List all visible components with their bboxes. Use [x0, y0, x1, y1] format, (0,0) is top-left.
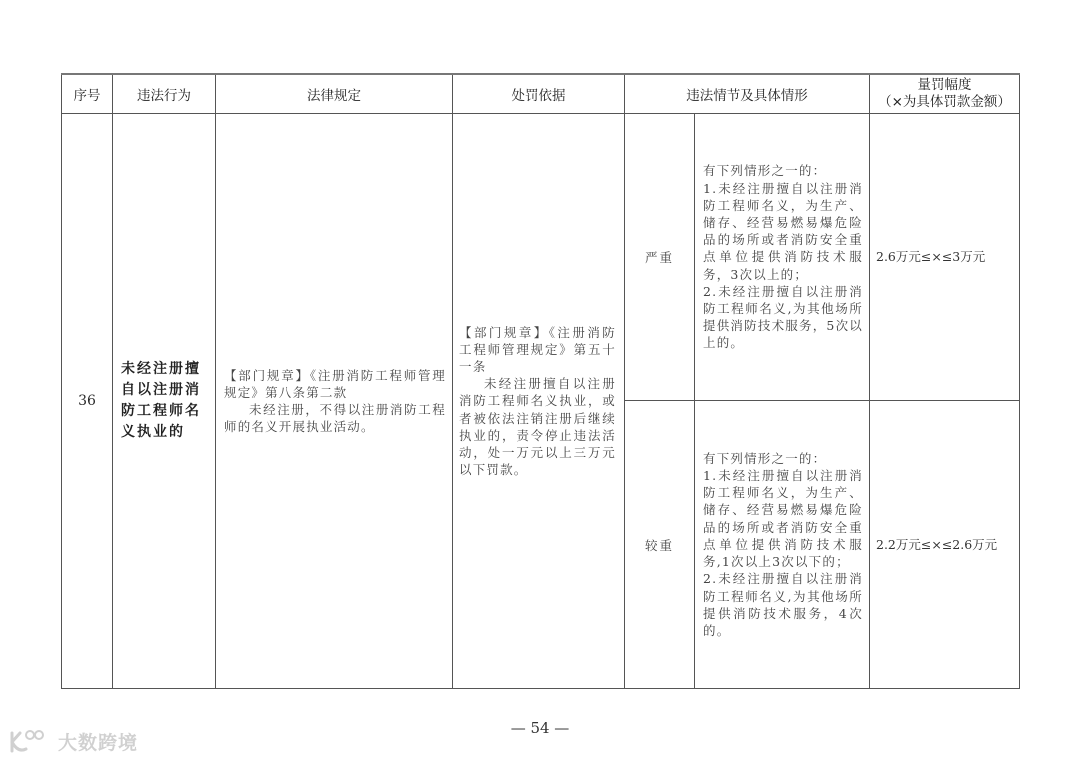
- row-behavior: 未经注册擅自以注册消防工程师名义执业的: [113, 114, 216, 689]
- page-number: — 54 —: [510, 719, 570, 737]
- table-header-row: [62, 74, 1020, 114]
- detail-severe-item1: 1.未经注册擅自以注册消防工程师名义，为生产、储存、经营易燃易爆危险品的场所或者消防安全重点单位提供消防技术服务，3次以上的；: [703, 180, 863, 282]
- header-law: 法律规定: [216, 74, 453, 114]
- header-range: [870, 74, 1020, 114]
- law-body: 未经注册，不得以注册消防工程师的名义开展执业活动。: [224, 402, 446, 435]
- detail-serious-item2: 2.未经注册擅自以注册消防工程师名义,为其他场所提供消防技术服务，4次的。: [703, 571, 863, 638]
- detail-severe-intro: 有下列情形之一的：: [703, 163, 827, 179]
- detail-severe: [695, 114, 870, 401]
- level-severe: 严重: [625, 114, 695, 401]
- detail-severe-item2: 2.未经注册擅自以注册消防工程师名义,为其他场所提供消防技术服务，5次以上的。: [703, 283, 863, 351]
- row-basis: [453, 114, 625, 689]
- header-basis: 处罚依据: [453, 74, 625, 114]
- header-seq: 序号: [62, 74, 113, 114]
- detail-serious-intro: 有下列情形之一的：: [703, 450, 827, 466]
- range-severe: 2.6万元≤×≤3万元: [870, 114, 1020, 401]
- row-seq: 36: [62, 114, 113, 689]
- detail-serious-item1: 1.未经注册擅自以注册消防工程师名义，为生产、储存、经营易燃易爆危险品的场所或者消防安全重点单位提供消防技术服务,1次以上3次以下的；: [703, 468, 863, 570]
- row-law: [216, 114, 453, 689]
- header-range-title: 量罚幅度: [917, 77, 972, 93]
- detail-serious: [695, 401, 870, 689]
- basis-body: 未经注册擅自以注册消防工程师名义执业，或者被依法注销注册后继续执业的，责令停止违法活动，处一万元以上三万元以下罚款。: [459, 376, 616, 478]
- penalty-table: [61, 73, 1020, 689]
- header-behavior: 违法行为: [113, 74, 216, 114]
- law-title: 【部门规章】《注册消防工程师管理规定》第八条第二款: [224, 367, 446, 400]
- basis-title: 【部门规章】《注册消防工程师管理规定》第五十一条: [459, 324, 616, 374]
- range-serious: 2.2万元≤×≤2.6万元: [870, 401, 1020, 689]
- header-range-note: （×为具体罚款金额）: [878, 94, 1011, 110]
- watermark-logo-icon: [8, 729, 52, 755]
- watermark: [8, 728, 138, 755]
- table-row: [62, 114, 1020, 401]
- watermark-text: 大数跨境: [58, 732, 139, 754]
- level-serious: 较重: [625, 401, 695, 689]
- header-circumstances: 违法情节及具体情形: [625, 74, 870, 114]
